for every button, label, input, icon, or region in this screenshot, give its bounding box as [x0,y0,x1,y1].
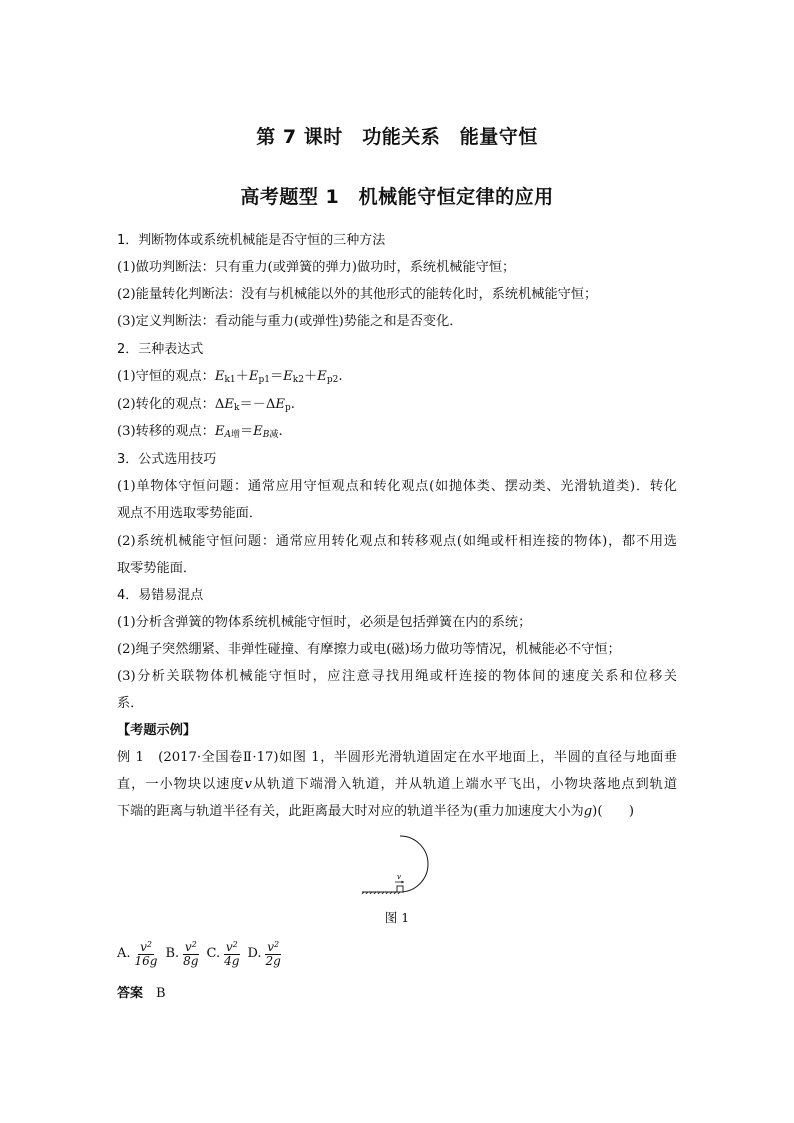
answer-line [117,982,166,1001]
option-b: B. $\frac{v^2}{8g}$ [165,940,199,968]
example-line-1: 例 1 (2017·全国卷Ⅱ·17)如图 1，半圆形光滑轨道固定在水平地面上，半圆的直径与地面垂 [117,750,677,765]
formula-1-label: (1)守恒的观点： [117,369,215,384]
s4-item-3-line-1: (3)分析关联物体机械能守恒时，应注意寻找用绳或杆连接的物体间的速度关系和位移关 [117,669,677,684]
formula-2-label: (2)转化的观点： [117,397,215,412]
s4-item-2: (2)绳子突然绷紧、非弹性碰撞、有摩擦力或电(磁)场力做功等情况，机械能必不守恒； [117,642,621,657]
s4-item-3-line-2: 系． [117,696,144,711]
s3-para-1-line-2: 观点不用选取零势能面． [117,506,263,521]
s3-para-2-line-2: 取零势能面． [117,561,197,576]
section-title: 高考题型 1 机械能守恒定律的应用 [240,186,554,208]
s3-para-2-line-1: (2)系统机械能守恒问题：通常应用转化观点和转移观点(如绳或杆相连接的物体)，都不用选 [117,534,677,549]
lesson-title: 第 7 课时 功能关系 能量守恒 [256,126,538,148]
option-a: A. $\frac{v^2}{16g}$ [117,940,158,968]
formula-3-label: (3)转移的观点： [117,424,215,439]
block [397,886,403,892]
option-c: C. $\frac{v^2}{4g}$ [206,940,240,968]
formula-conversion: (2)转化的观点：$\Delta E_k=-\Delta E_p$. [117,397,295,413]
semicircle-track-figure [360,834,440,894]
s4-item-1: (1)分析含弹簧的物体系统机械能守恒时，必须是包括弹簧在内的系统； [117,615,532,630]
velocity-label: v [397,873,401,881]
answer-value: B [156,986,166,1001]
option-d: D. $\frac{v^2}{2g}$ [247,940,281,968]
formula-transfer: (3)转移的观点：$E_{A增}=E_{B减}$. [117,424,283,440]
velocity-arrow-head [402,881,405,884]
example-tag: 【考题示例】 [117,723,197,738]
example-line-2: 直，一小物块以速度v从轨道下端滑入轨道，并从轨道上端水平飞出，小物块落地点到轨道 [117,777,678,792]
example-line-3: 下端的距离与轨道半径有关，此距离最大时对应的轨道半径为(重力加速度大小为g)( ) [117,804,634,819]
s3-para-1-line-1: (1)单物体守恒问题：通常应用守恒观点和转化观点(如抛体类、摆动类、光滑轨道类)．转化 [117,479,677,494]
s1-item-2: (2)能量转化判断法：没有与机械能以外的其他形式的能转化时，系统机械能守恒； [117,287,598,302]
s3-heading: 3．公式选用技巧 [117,452,217,467]
semicircle-track [400,836,428,892]
s1-item-3: (3)定义判断法：看动能与重力(或弹性)势能之和是否变化． [117,314,463,329]
s2-heading: 2．三种表达式 [117,342,204,357]
answer-label: 答案 [117,986,144,1001]
s4-heading: 4．易错易混点 [117,588,204,603]
s1-item-1: (1)做功判断法：只有重力(或弹簧的弹力)做功时，系统机械能守恒； [117,260,516,275]
figure-caption: 图 1 [384,910,410,925]
formula-conservation: (1)守恒的观点：$E_{k1}+E_{p1}=E_{k2}+E_{p2}$. [117,369,343,385]
s1-heading: 1．判断物体或系统机械能是否守恒的三种方法 [117,233,386,248]
answer-options [117,938,289,968]
